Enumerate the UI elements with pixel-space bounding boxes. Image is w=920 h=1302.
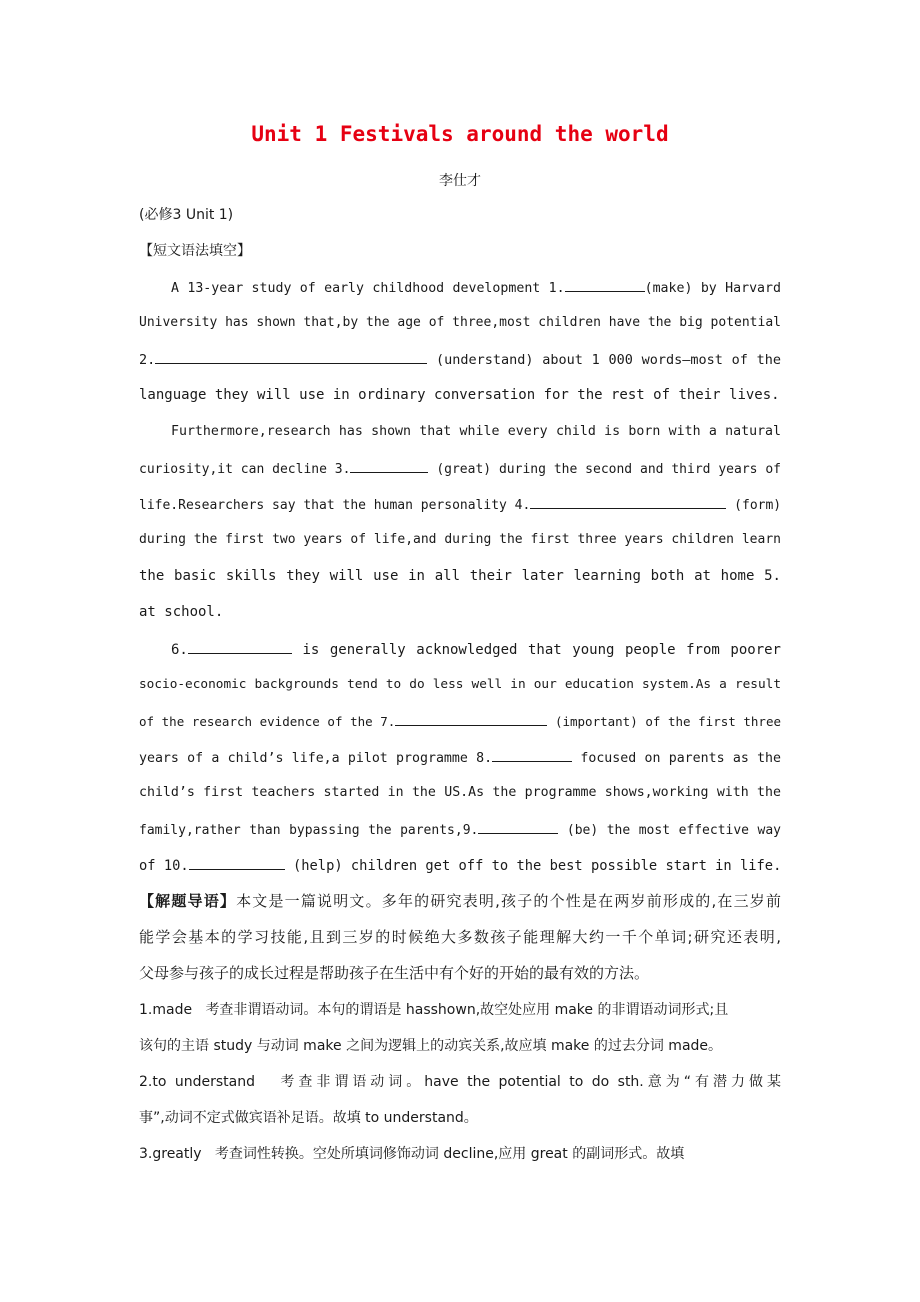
answer-blank-6[interactable]	[188, 639, 292, 654]
passage-line: during the first two years of life,and during the first three years children learn	[139, 532, 781, 547]
passage-line: years of a child’s life,a pilot programme 8. focused on parents as the	[139, 747, 781, 769]
answer-number: 1.made	[139, 1002, 193, 1018]
passage-line: family,rather than bypassing the parents,9. (be) the most effective way	[139, 819, 781, 841]
author-name: 李仕才	[439, 173, 481, 189]
passage-line: of the research evidence of the 7. (important) of the first three	[139, 711, 781, 732]
answer-line: 该句的主语 study 与动词 make 之间为逻辑上的动宾关系,故应填 make 的过去分词 made。	[139, 1038, 723, 1054]
passage-line: 2. (understand) about 1 000 words—most of the	[139, 349, 781, 370]
guide-line: 【解题导语】本文是一篇说明文。多年的研究表明,孩子的个性是在两岁前形成的,在三岁前	[139, 892, 781, 910]
passage-line: Furthermore,research has shown that while every child is born with a natural	[171, 424, 781, 439]
passage-line: child’s first teachers started in the US.As the programme shows,working with the	[139, 785, 781, 800]
answer-number: 2.to understand	[139, 1074, 255, 1090]
answer-blank-8[interactable]	[492, 747, 572, 762]
answer-blank-9[interactable]	[478, 819, 558, 834]
book-reference: (必修3 Unit 1)	[139, 207, 234, 223]
answer-blank-10[interactable]	[189, 855, 285, 870]
answer-blank-2[interactable]	[155, 349, 427, 364]
passage-line: University has shown that,by the age of three,most children have the big potential	[139, 315, 781, 330]
answer-item: 2.to understand 考查非谓语动词。have the potential to do sth.意为“有潜力做某	[139, 1074, 781, 1090]
answer-blank-1[interactable]	[565, 277, 645, 292]
passage-line: life.Researchers say that the human personality 4. (form)	[139, 494, 781, 516]
passage-line: the basic skills they will use in all their later learning both at home 5.	[139, 568, 781, 584]
answer-blank-4[interactable]	[530, 494, 726, 509]
guide-line: 能学会基本的学习技能,且到三岁的时候绝大多数孩子能理解大约一千个单词;研究还表明,	[139, 928, 781, 946]
passage-line: at school.	[139, 604, 224, 620]
page-title: Unit 1 Festivals around the world	[251, 122, 669, 146]
passage-line: curiosity,it can decline 3. (great) during the second and third years of	[139, 458, 781, 480]
answer-line: 事”,动词不定式做宾语补足语。故填 to understand。	[139, 1110, 478, 1126]
passage-line: A 13-year study of early childhood development 1. (make) by Harvard	[171, 277, 781, 299]
passage-line: language they will use in ordinary conversation for the rest of their lives.	[139, 387, 780, 403]
passage-line: of 10. (help) children get off to the best possible start in life.	[139, 855, 781, 876]
answer-item: 1.made 考查非谓语动词。本句的谓语是 hasshown,故空处应用 make 的非谓语动词形式;且	[139, 1002, 729, 1018]
passage-line: 6. is generally acknowledged that young people from poorer	[171, 639, 781, 660]
answer-blank-7[interactable]	[395, 711, 547, 726]
answer-item: 3.greatly 考查词性转换。空处所填词修饰动词 decline,应用 great 的副词形式。故填	[139, 1146, 685, 1162]
answer-number: 3.greatly	[139, 1146, 202, 1162]
passage-line: socio-economic backgrounds tend to do less well in our education system.As a result	[139, 677, 781, 692]
answer-blank-3[interactable]	[350, 458, 428, 473]
guide-label: 【解题导语】	[139, 892, 237, 910]
guide-line: 父母参与孩子的成长过程是帮助孩子在生活中有个好的开始的最有效的方法。	[139, 964, 650, 982]
section-heading: 【短文语法填空】	[139, 243, 251, 259]
